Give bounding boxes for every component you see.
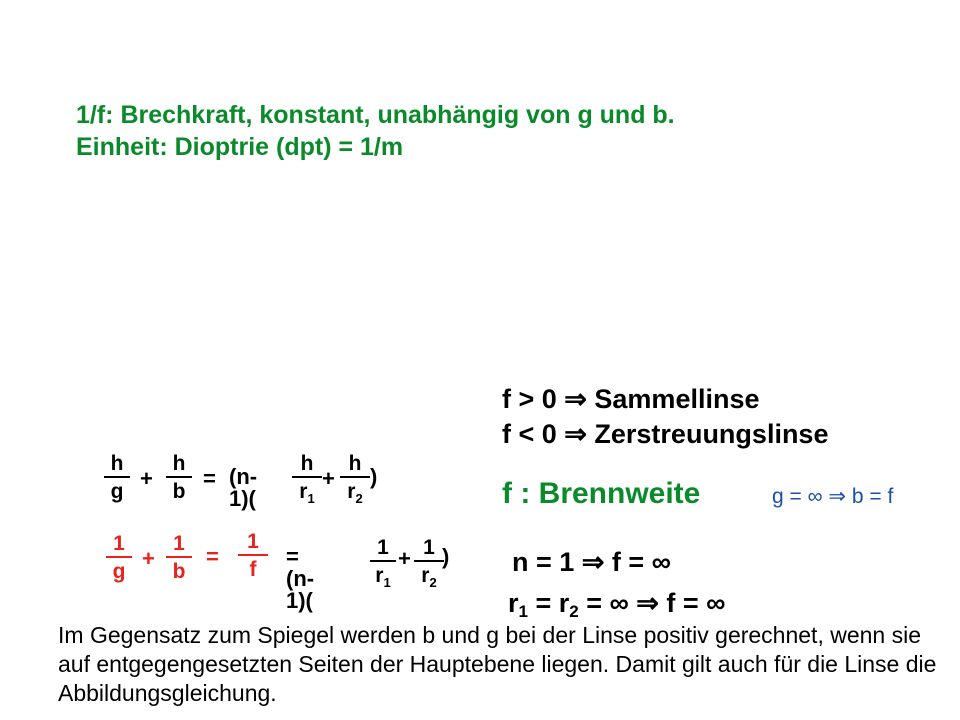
denominator — [292, 481, 322, 504]
numerator: 1 — [113, 532, 125, 555]
numerator: 1 — [173, 532, 185, 555]
closing-paren: ) — [370, 464, 378, 489]
r-symbol: r — [299, 480, 308, 503]
fraction-h-over-b — [166, 453, 192, 502]
condition-converging: f > 0 ⇒ Sammellinse — [502, 384, 760, 414]
denominator — [370, 565, 396, 588]
subscript: 2 — [355, 491, 363, 506]
denominator — [340, 481, 370, 504]
header-line-2: Einheit: Dioptrie (dpt) = 1/m — [76, 133, 404, 161]
fraction-bar — [104, 476, 130, 478]
r-symbol: r — [347, 480, 356, 503]
condition-n-one: n = 1 ⇒ f = ∞ — [512, 547, 671, 577]
subscript: 1 — [307, 491, 315, 506]
r-symbol: r — [421, 564, 430, 587]
r-symbol: r — [375, 564, 384, 587]
condition-diverging: f < 0 ⇒ Zerstreuungslinse — [502, 419, 829, 449]
fraction-bar — [292, 476, 322, 478]
denominator: b — [172, 560, 186, 583]
subscript: 2 — [429, 575, 437, 590]
closing-paren: ) — [442, 544, 450, 569]
fraction-1-over-b — [166, 533, 192, 582]
denominator — [414, 565, 444, 588]
equals-sign: = — [203, 466, 216, 491]
denominator: g — [112, 560, 126, 583]
equals-sign: = — [206, 544, 219, 569]
denominator: b — [172, 480, 186, 503]
fraction-bar — [370, 560, 396, 562]
numerator: h — [348, 452, 362, 475]
focal-length-label: f : Brennweite — [502, 477, 701, 510]
fraction-bar — [238, 554, 268, 556]
subscript: 2 — [569, 602, 579, 621]
plus-sign: + — [322, 466, 335, 491]
denominator: g — [110, 480, 124, 503]
numerator: 1 — [247, 530, 259, 553]
lens-factor: = (n-1)( — [286, 544, 315, 613]
fraction-1-over-g — [106, 533, 132, 582]
condition-equal-radii — [508, 588, 725, 619]
subscript: 1 — [383, 575, 391, 590]
fraction-h-over-g — [104, 453, 130, 502]
fraction-h-over-r1 — [292, 453, 322, 504]
fraction-1-over-r1 — [370, 537, 396, 588]
denominator: f — [249, 558, 257, 581]
fraction-bar — [106, 556, 132, 558]
numerator: h — [300, 452, 314, 475]
numerator: h — [172, 452, 186, 475]
header-line-1: 1/f: Brechkraft, konstant, unabhängig von g und b. — [76, 101, 675, 129]
plus-sign: + — [142, 546, 155, 571]
numerator: h — [110, 452, 124, 475]
fraction-1-over-r2 — [414, 537, 444, 588]
fraction-bar — [166, 556, 192, 558]
plus-sign: + — [398, 546, 411, 571]
fraction-bar — [340, 476, 370, 478]
plus-sign: + — [140, 466, 153, 491]
implication: = ∞ ⇒ f = ∞ — [578, 588, 726, 618]
explanation-paragraph: Im Gegensatz zum Spiegel werden b und g bei der Linse positiv gerechnet, wenn sie auf entgegengesetzten Seiten der Hauptebene liegen. Damit gilt auch für die Linse die Abbildungsgleichung. — [58, 622, 937, 706]
fraction-h-over-r2 — [340, 453, 370, 504]
equals-r: = r — [527, 588, 570, 618]
fraction-1-over-f — [238, 531, 268, 580]
numerator: 1 — [423, 536, 435, 559]
limit-note: g = ∞ ⇒ b = f — [772, 485, 894, 508]
fraction-bar — [166, 476, 192, 478]
r-symbol: r — [508, 588, 519, 618]
fraction-bar — [414, 560, 444, 562]
lens-factor: (n-1)( — [229, 464, 258, 511]
subscript: 1 — [518, 602, 528, 621]
numerator: 1 — [377, 536, 389, 559]
